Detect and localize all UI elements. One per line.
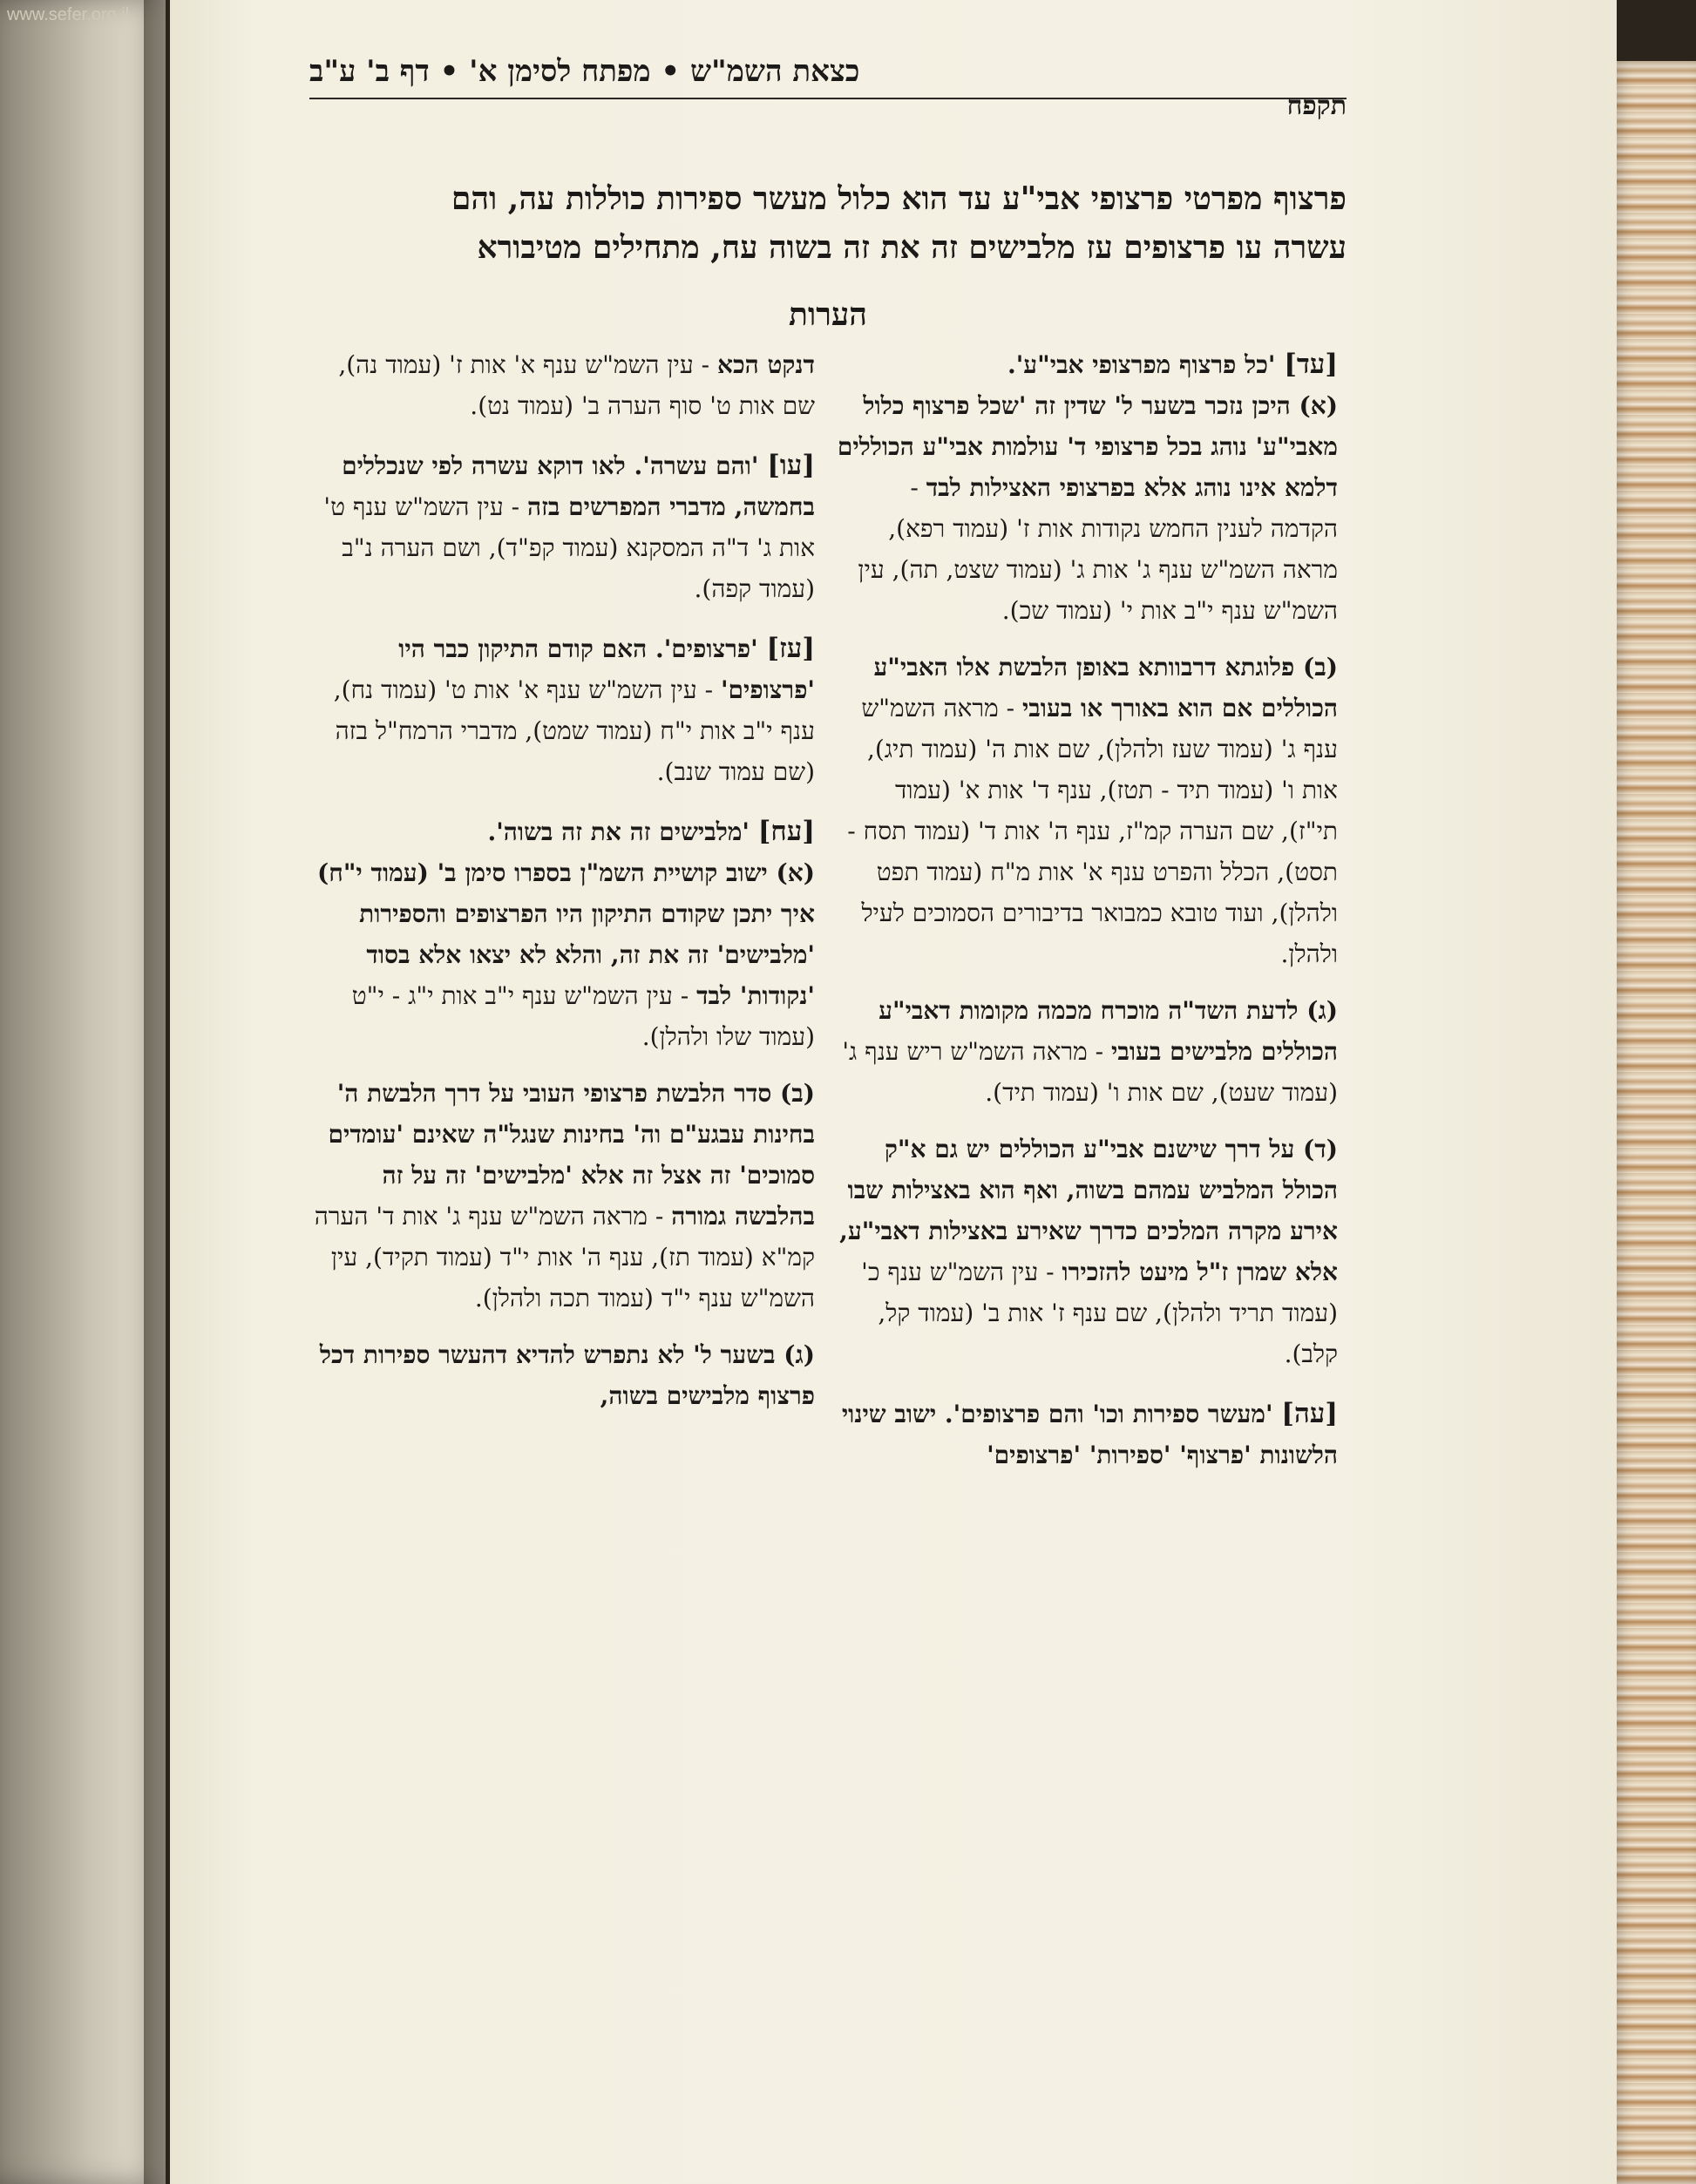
note-ah xyxy=(837,1394,1338,1475)
subsection-text: - עין השמ"ש ענף כ' (עמוד תריד ולהלן), שם ענף ז' אות ב' (עמוד קל, קלב). xyxy=(861,1258,1338,1368)
page-number: תקפח xyxy=(1286,91,1347,121)
previous-page-edge xyxy=(0,0,166,2184)
subsection-text: - מראה השמ"ש ענף ג' אות ד' הערה קמ"א (עמוד תז), ענף ה' אות י"ד (עמוד תקיד), עין השמ"ש ענף י"ד (עמוד תכה ולהלן). xyxy=(314,1202,815,1312)
subsection-bold: (ג) בשער ל' לא נתפרש להדיא דהעשר ספירות דכל פרצוף מלבישים בשוה, xyxy=(319,1340,815,1410)
note-title: 'פרצופים'. xyxy=(647,634,767,663)
note-ad xyxy=(837,344,1338,1374)
main-text-line: פרצוף מפרטי פרצופי אבי"ע עד הוא כלול מעשר ספירות כוללות עה, והם xyxy=(451,180,1347,217)
continuation-bold: דנקט הכא xyxy=(717,350,815,379)
note-bold-text: לאו דוקא עשרה לפי שנכללים בחמשה, מדברי המפרשים בזה xyxy=(342,451,815,521)
subsection-bold: (א) היכן נזכר בשער ל' שדין זה 'שכל פרצוף כלול מאבי"ע' נוהג בכל פרצופי ד' עולמות אבי"ע הכוללים דלמא אינו נוהג אלא בפרצופי האצילות לבד xyxy=(837,391,1338,502)
subsection-text: - מראה השמ"ש ריש ענף ג' (עמוד שעט), שם אות ו' (עמוד תיד). xyxy=(842,1037,1338,1107)
note-number: [עז] xyxy=(766,633,815,664)
notes-heading: הערות xyxy=(789,296,867,333)
subsection-bold: (ד) על דרך שישנם אבי"ע הכוללים יש גם א"ק הכולל המלביש עמהם בשוה, ואף הוא באצילות שבו אירע מקרה המלכים כדרך שאירע באצילות דאבי"ע, אלא שמרן ז"ל מיעט להזכירו xyxy=(839,1135,1338,1286)
notes-column-left xyxy=(314,344,815,1435)
note-subsection xyxy=(837,385,1338,631)
note-subsection xyxy=(837,990,1338,1113)
note-ach xyxy=(314,811,815,1416)
subsection-bold: (ג) לדעת השד"ה מוכרח מכמה מקומות דאבי"ע הכוללים מלבישים בעובי xyxy=(879,996,1338,1066)
note-number: [עו] xyxy=(767,450,815,481)
continuation-text: - עין השמ"ש ענף א' אות ז' (עמוד נה), שם אות ט' סוף הערה ב' (עמוד נט). xyxy=(338,350,815,420)
note-title: 'כל פרצוף מפרצופי אבי"ע'. xyxy=(1007,350,1285,379)
main-text xyxy=(318,174,1347,272)
note-text: - עין השמ"ש ענף ט' אות ג' ד"ה המסקנא (עמוד קפ"ד), ושם הערה נ"ב (עמוד קפה). xyxy=(323,492,815,603)
note-heading xyxy=(626,451,815,480)
note-heading xyxy=(837,344,1338,385)
note-title: 'מלבישים זה את זה בשוה'. xyxy=(487,817,758,846)
book-page-edges xyxy=(1611,61,1696,2184)
subsection-text: - עין השמ"ש ענף י"ב אות י"ג - י"ט (עמוד שלו ולהלן). xyxy=(351,981,815,1051)
subsection-bold: (ב) פלוגתא דרבוותא באופן הלבשת אלו האבי"ע הכוללים אם הוא באורך או בעובי xyxy=(873,653,1338,722)
note-subsection xyxy=(314,852,815,1057)
subsection-bold: (א) ישוב קושיית השמ"ן בספרו סימן ב' (עמוד י"ח) איך יתכן שקודם התיקון היו הפרצופים והספירות 'מלבישים' זה את זה, והלא לא יצאו אלא בסוד 'נקודות' לבד xyxy=(317,858,815,1010)
watermark: www.sefer.org.il xyxy=(7,5,130,24)
note-number: [עה] xyxy=(1281,1398,1338,1429)
note-bold-text: ישוב שינוי הלשונות 'פרצוף' 'ספירות' 'פרצופים' xyxy=(841,1400,1338,1469)
note-subsection xyxy=(837,1129,1338,1374)
header-rule xyxy=(309,98,1347,99)
running-title: כצאת השמ"ש • מפתח לסימן א' • דף ב' ע"ב xyxy=(309,54,860,89)
note-subsection xyxy=(314,1073,815,1319)
note-av xyxy=(314,445,815,609)
note-heading xyxy=(936,1400,1338,1428)
note-text: - עין השמ"ש ענף א' אות ט' (עמוד נח), ענף י"ב אות י"ח (עמוד שמט), מדברי הרמח"ל בזה (שם עמוד שנב). xyxy=(333,675,815,786)
note-az xyxy=(314,628,815,792)
notes-column-right xyxy=(837,344,1338,1495)
note-title: 'והם עשרה'. xyxy=(625,451,768,480)
note-number: [עד] xyxy=(1284,349,1338,380)
subsection-text: - מראה השמ"ש ענף ג' (עמוד שעז ולהלן), שם אות ה' (עמוד תיג), אות ו' (עמוד תיד - תטז), ענף ד' אות א' (עמוד תי"ז), שם הערה קמ"ז, ענף ה' אות ד' (עמוד תסח - תסט), הכלל והפרט ענף א' אות מ"ח (עמוד תפט ולהלן), ועוד טובא כמבואר בדיבורים הסמוכים לעיל ולהלן. xyxy=(847,694,1338,968)
note-title: 'מעשר ספירות וכו' והם פרצופים'. xyxy=(936,1400,1282,1428)
note-heading xyxy=(647,634,815,663)
note-heading xyxy=(314,811,815,852)
subsection-bold: (ב) סדר הלבשת פרצופי העובי על דרך הלבשת ה' בחינות עבגע"ם וה' בחינות שנגל"ה שאינם 'עומדים סמוכים' זה אצל זה אלא 'מלבישים' זה על זה בהלבשה גמורה xyxy=(328,1079,815,1231)
note-subsection xyxy=(314,1334,815,1416)
note-continuation xyxy=(314,344,815,426)
note-subsection xyxy=(837,647,1338,974)
subsection-text: - הקדמה לענין החמש נקודות אות ז' (עמוד רפא), מראה השמ"ש ענף ג' אות ג' (עמוד שצט, תה), עין השמ"ש ענף י"ב אות י' (עמוד שכ). xyxy=(858,473,1338,625)
note-bold-text: האם קודם התיקון כבר היו 'פרצופים' xyxy=(398,634,815,704)
main-text-line: עשרה עו פרצופים עז מלבישים זה את זה בשוה עח, מתחילים מטיבורא xyxy=(477,229,1347,266)
note-number: [עח] xyxy=(757,816,815,847)
